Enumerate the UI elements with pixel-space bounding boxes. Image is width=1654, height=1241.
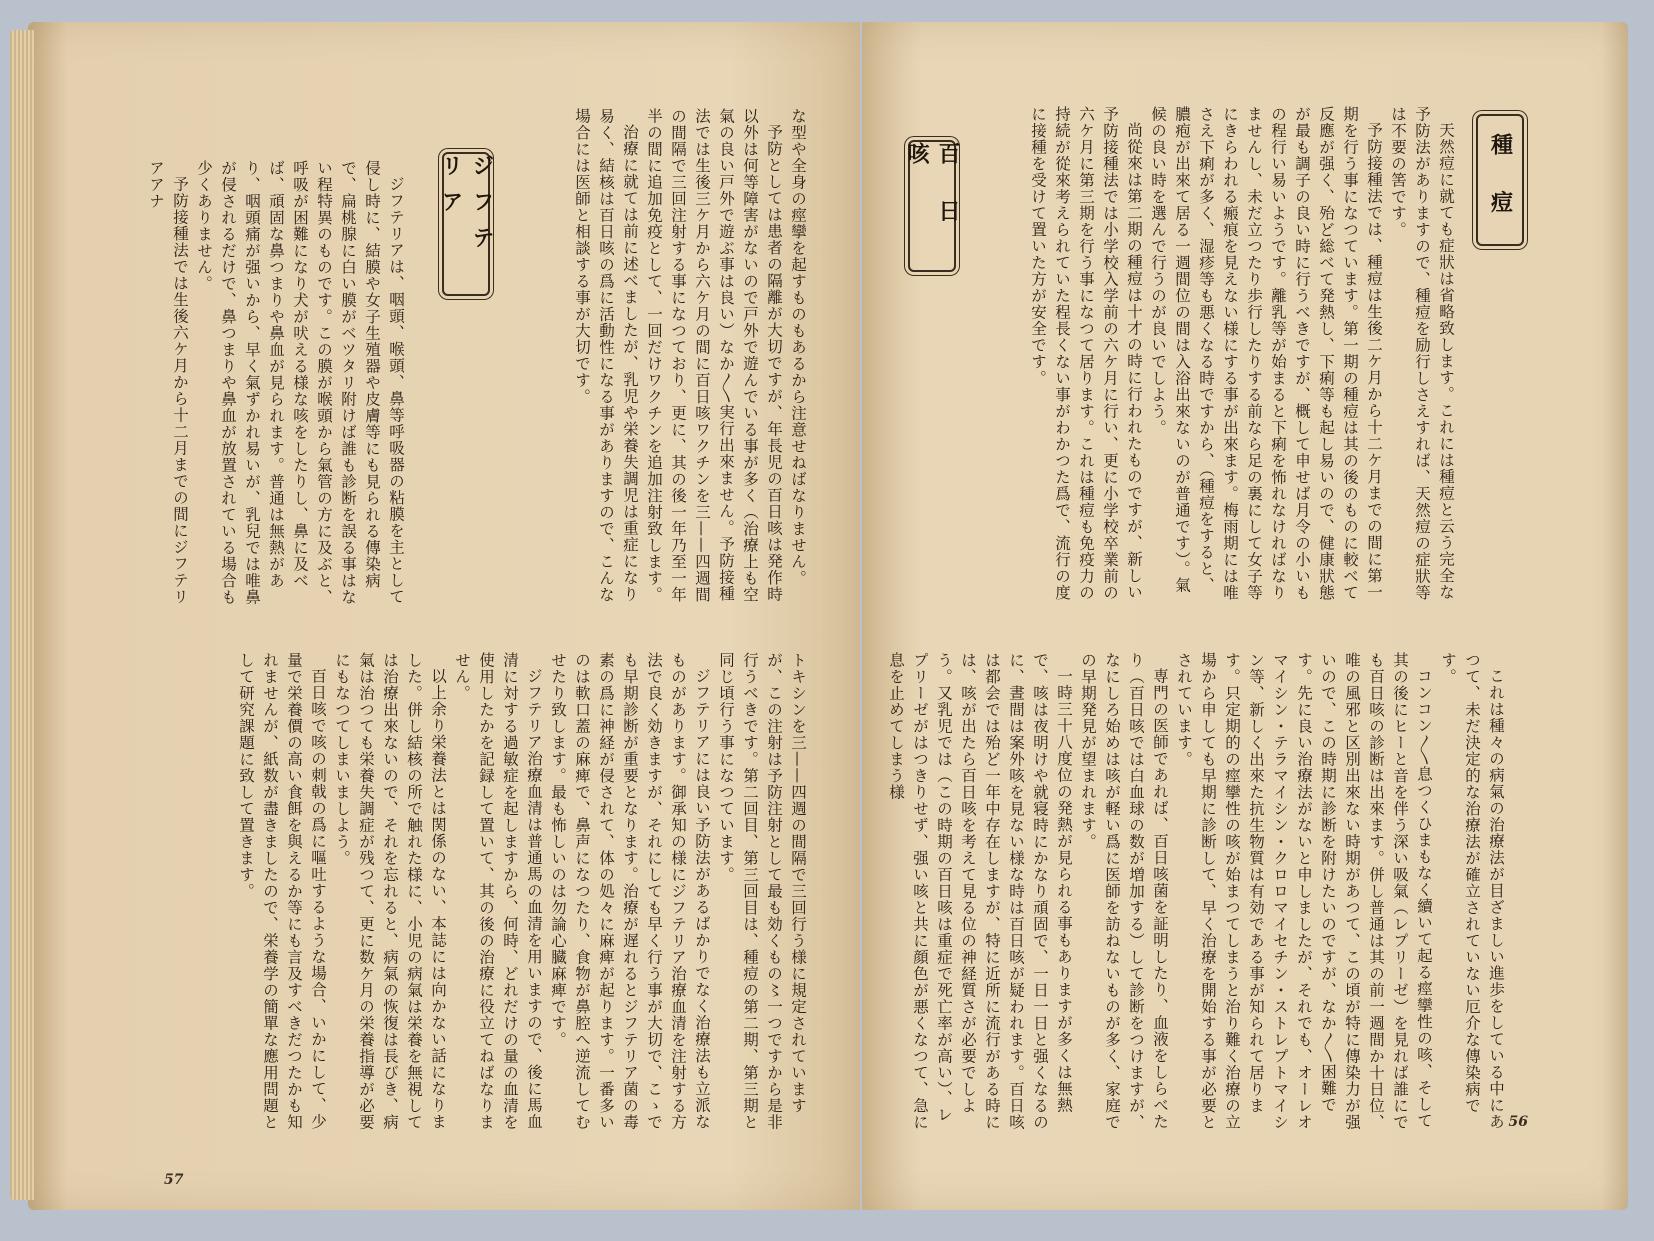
left-bottom-text <box>210 652 810 1142</box>
section-heading-diphtheria: ジフテリア <box>442 152 490 296</box>
open-book <box>28 22 1628 1210</box>
paragraph: 予防接種法では、種痘は生後二ケ月から十二ケ月までの間に第一期を行う事になつています。第一期の種痘は其の後のものに較べて反應が强く、殆ど総べて発熱し、下痢等も起し易いので、健康狀態が最も調子の良い時に行うべきですが、概して申せば月令の小いもの程行い易いようです。離乳等が始まると下痢を怖れなければなりませんし、未だ立つたり歩行したりする前なら足の裏にして女子等にきらわれる瘢痕を見えない様にする事が出來ます。梅雨期には唯さえ下痢が多く、湿疹等も悪くなる時ですから、（種痘をすると、膿疱が出來て居る一週間位の間は入浴出來ないのが普通です）。氣候の良い時を選んで行うのが良いでしよう。 <box>1149 106 1383 601</box>
paragraph: 専門の医師であれば、百日咳菌を証明したり、血液をしらべたり（百日咳では白血球の数が増加する）して診断をつけますが、なにしろ始めは咳が軽い爲に医師を訪ねないものが多く、家庭での早期発見が望まれます。 <box>1079 652 1169 1131</box>
right-bottom-text <box>887 652 1508 1132</box>
paragraph: 治療に就ては前に述べましたが、乳児や栄養失調児は重症になり易く、結核は百日咳の爲に活動性になる事がありますので、こんな場合には医師と相談する事が大切です。 <box>573 108 639 603</box>
right-page <box>862 22 1628 1210</box>
page-edges <box>10 30 34 1200</box>
left-top-text-b <box>147 160 408 618</box>
paragraph: コンコン〳〵息つくひまもなく續いて起る痙攣性の咳、そして其の後にヒーと音を伴う深い吸氣（レプリーゼ）を見れば誰にでも百日咳の診断は出來ます。併し普通は其の前一週間か十日位、唯の風邪と区別出來ない時期があつて、この頃が特に傳染力が强いので、この時期に診断を附けたいのですが、なか〳〵困難です。先に良い治療法がないと申しましたが、それでも、オーレオマイシン・テラマイシン・クロロマイセチン・ストレプトマイシン等、新しく出來た抗生物質は有効である事が知られて居ります。只定期的の痙攣性の咳が始まつてしまうと治り難く治療の立場から申しても早期に診断して、早く治療を開始する事が必要とされています。 <box>1175 652 1433 1131</box>
section-heading-smallpox-vaccination: 種 痘 <box>1476 114 1524 246</box>
paragraph: ジフテリアには良い予防法があるばかりでなく治療法も立派なものがあります。御承知の様にジフテリア治療血清を注射する方法で良く効きますが、それにしても早く行う事が大切で、こゝでも早期診断が重要となります。治療が遅れるとジフテリア菌の毒素の爲に神経が侵されて、体の処々に麻痺が起ります。一番多いのは軟口蓋の麻痺で、鼻声になつたり、食物が鼻腔へ逆流してむせたり致します。最も怖しいのは勿論心臓麻痺です。 <box>549 652 711 1131</box>
paragraph: な型や全身の痙攣を起すものもあるから注意せねばなりません。 <box>789 108 807 587</box>
page-number: 57 <box>164 1172 184 1188</box>
section-heading-whooping-cough: 百 日 咳 <box>908 140 956 272</box>
paragraph: 百日咳で咳の刺戟の爲に嘔吐するような場合、いかにして、少量で栄養價の高い食餌を與えるか等にも言及すべきだつたかも知れませんが、紙数が盡きましたので、栄養学の簡單な應用問題として研究課題に致して置きます。 <box>237 652 327 1131</box>
paragraph: 予防接種法では生後六ケ月から十二月までの間にジフテリアアナ <box>147 160 189 605</box>
page-number: 56 <box>1508 1114 1528 1130</box>
paragraph: トキシンを三——四週の間隔で三回行う様に規定されていますが、この注射は予防注射として最も効くもの〻一つですから是非行うべきです。第二回目、第三回目は、種痘の第二期、第三期と同じ頃行う事になつています。 <box>717 652 807 1131</box>
paragraph: ジフテリア治療血清は普通馬の血清を用いますので、後に馬血清に対する過敏症を起しますから、何時、どれだけの量の血清を使用したかを記録して置いて、其の後の治療に役立てねばなりません。 <box>453 652 543 1131</box>
paragraph: これは種々の病氣の治療法が目ざましい進歩をしている中にあつて、未だ決定的な治療法が確立されていない厄介な傳染病です。 <box>1439 652 1505 1130</box>
paragraph: ジフテリアは、咽頭、喉頭、鼻等呼吸器の粘膜を主として侵し時に、結膜や女子生殖器や皮膚等にも見られる傳染病で、扁桃腺に白い膜がベツタリ附けば誰も診断を誤る事はない程特異のものです。この膜が喉頭から氣管の方に及ぶと、呼吸が困難になり犬が吠える様な咳をしたりし、鼻に及べば、頑固な鼻つまりや鼻血が見られます。普通は無熱があり、咽頭痛が强いから、早く氣ずかれ易いが、乳兒では唯鼻が侵されるだけで、鼻つまりや鼻血が放置されている場合も少くありません。 <box>195 160 405 606</box>
paragraph: 尚從來は第二期の種痘は十才の時に行われたものですが、新しい予防接種法では小学校入学前の六ケ月に行い、更に小学校卒業前の六ケ月に第三期を行う事になつて居ります。これは種痘も免疫力の持続が從來考えられていた程長くない事がわかつた爲で、流行の度に接種を受けて置いた方が安全です。 <box>1029 106 1143 601</box>
paragraph: 予防としては患者の隔離が大切ですが、年長児の百日咳は発作時以外は何等障害がないので戸外で遊んでいる事が多く（治療上も空氣の良い戸外で遊ぶ事は良い）なか〳〵実行出來ません。予防接種法では生後三ケ月から六ケ月の間に百日咳ワクチンを三——四週間の間隔で三回注射する事になつており、更に、其の後一年乃至一年半の間に追加免疫として、一回だけワクチンを追加注射致します。 <box>645 108 783 603</box>
paragraph: 天然痘に就ても症狀は省略致します。これには種痘と云う完全な予防法がありますので、種痘を励行しさえすれば、天然痘の症狀等は不要の筈です。 <box>1389 106 1455 601</box>
paragraph: 以上余り栄養法とは関係のない、本誌には向かない話になりました。併し結核の所で触れた様に、小児の病氣は栄養を無視しては治療出來ないので、それを忘れると、病氣の恢復は長びき、病氣は治つても栄養失調症が残つて、更に数ケ月の栄養指導が必要にもなつてしまいましよう。 <box>333 652 447 1131</box>
left-page <box>28 22 860 1210</box>
paragraph: 一時三十八度位の発熱が見られる事もありますが多くは無熱で、咳は夜明けや就寝時にかなり頑固で、一日一日と强くなるのに、晝間は案外咳を見ない様な時は百日咳が疑われます。百日咳は都会では殆ど一年中存在しますが、特に近所に流行がある時には、咳が出たら百日咳を考えて見る位の神経質さが必要でしよう。又乳児では（この時期の百日咳は重症で死亡率が高い）、レプリーゼがはつきりせず、强い咳と共に顔色が悪くなつて、急に息を止めてしまう様 <box>887 652 1073 1131</box>
left-top-text-a <box>480 108 810 618</box>
right-top-text-a <box>1029 106 1458 606</box>
